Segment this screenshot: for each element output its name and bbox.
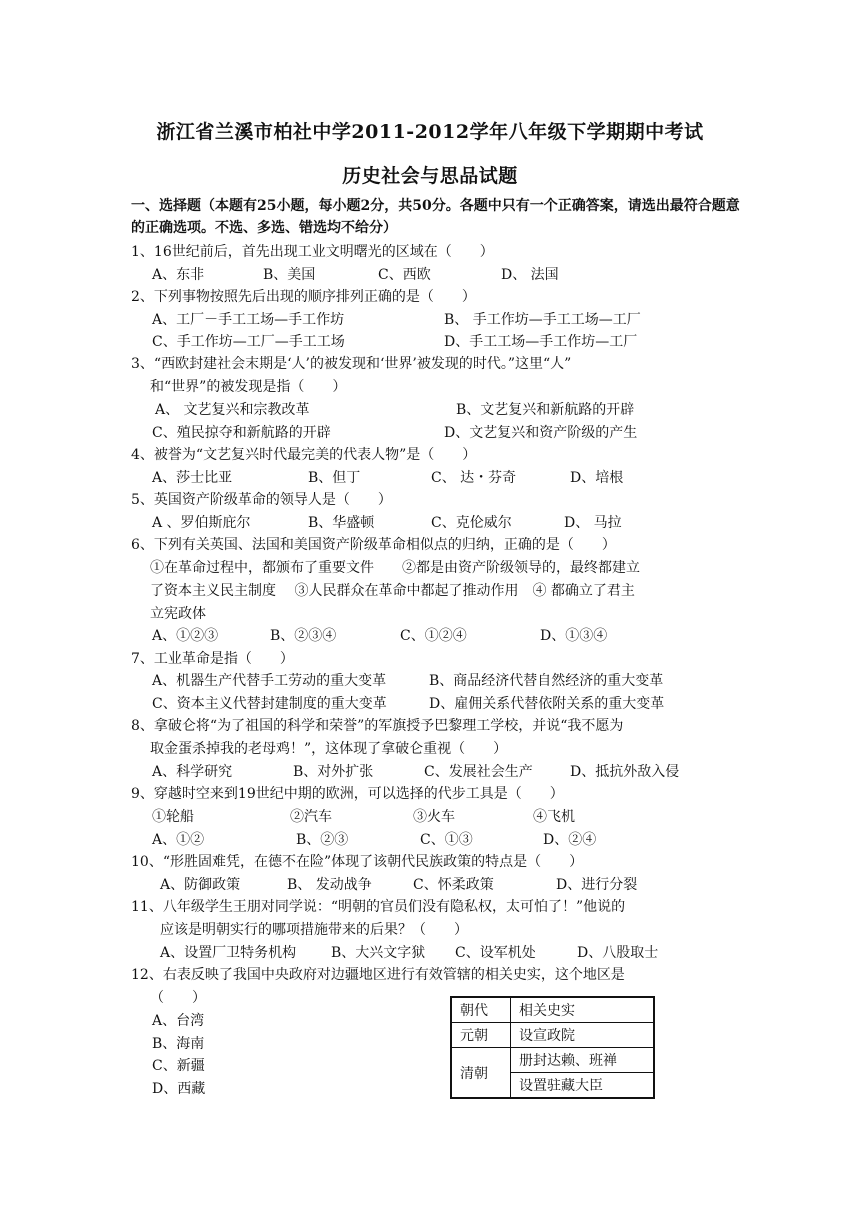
- question-3-stem-cont: 和“世界”的被发现是指（ ）: [150, 379, 347, 395]
- question-11-option-b: B、大兴文字狱: [331, 945, 426, 961]
- question-2-stem: 2、下列事物按照先后出现的顺序排列正确的是（ ）: [131, 289, 476, 305]
- question-6-option-d: D、①③④: [540, 628, 608, 644]
- question-5-option-c: C、克伦威尔: [431, 515, 512, 531]
- question-10-stem: 10、“形胜固难凭，在德不在险”体现了该朝代民族政策的特点是（ ）: [131, 854, 584, 870]
- question-4-option-a: A、莎士比亚: [152, 470, 233, 486]
- question-8-stem-cont: 取金蛋杀掉我的老母鸡！”，这体现了拿破仑重视（ ）: [150, 741, 508, 757]
- page-subtitle: 历史社会与思品试题: [342, 165, 518, 187]
- question-6-option-a: A、①②③: [152, 628, 219, 644]
- question-7-option-a: A、机器生产代替手工劳动的重大变革: [152, 673, 387, 689]
- question-4-option-c: C、 达・芬奇: [431, 470, 517, 486]
- question-8-option-d: D、抵抗外敌入侵: [570, 764, 680, 780]
- question-9-item: ①轮船: [152, 809, 194, 825]
- table-cell-fact: 设置驻藏大臣: [511, 1073, 655, 1099]
- question-4-option-b: B、但丁: [308, 470, 361, 486]
- question-7-stem: 7、工业革命是指（ ）: [131, 651, 294, 667]
- table-row: [451, 1048, 654, 1073]
- question-5-stem: 5、英国资产阶级革命的领导人是（ ）: [131, 492, 392, 508]
- table-cell-fact: 设宣政院: [511, 1023, 655, 1048]
- question-12-stem: 12、右表反映了我国中央政府对边疆地区进行有效管辖的相关史实，这个地区是: [131, 967, 625, 983]
- question-11-stem: 11、八年级学生王朋对同学说：“明朝的官员们没有隐私权，太可怕了！”他说的: [131, 899, 626, 915]
- question-9-item: ②汽车: [290, 809, 332, 825]
- question-3-option-b: B、文艺复兴和新航路的开辟: [456, 402, 635, 418]
- question-5-option-d: D、 马拉: [564, 515, 622, 531]
- question-8-stem: 8、拿破仑将“为了祖国的科学和荣誉”的军旗授予巴黎理工学校，并说“我不愿为: [131, 718, 624, 734]
- question-9-item: ③火车: [413, 809, 455, 825]
- question-6-statement-line: 了资本主义民主制度 ③人民群众在革命中都起了推动作用 ④ 都确立了君主: [150, 583, 635, 599]
- question-4-option-d: D、培根: [570, 470, 624, 486]
- question-6-option-b: B、②③④: [270, 628, 337, 644]
- question-9-option-b: B、②③: [296, 832, 349, 848]
- question-9-option-c: C、①③: [420, 832, 473, 848]
- question-10-option-c: C、怀柔政策: [413, 877, 494, 893]
- question-7-option-c: C、资本主义代替封建制度的重大变革: [152, 696, 387, 712]
- table-cell-dynasty: 元朝: [451, 1023, 511, 1048]
- question-6-stem: 6、下列有关英国、法国和美国资产阶级革命相似点的归纳，正确的是（ ）: [131, 537, 616, 553]
- question-11-option-d: D、八股取士: [577, 945, 659, 961]
- question-9-item: ④飞机: [533, 809, 575, 825]
- question-9-stem: 9、穿越时空来到19世纪中期的欧洲，可以选择的代步工具是（ ）: [131, 786, 564, 802]
- page-title: 浙江省兰溪市柏社中学2011-2012学年八年级下学期期中考试: [156, 121, 704, 143]
- table-row: [451, 997, 654, 1023]
- table-header-fact: 相关史实: [511, 997, 655, 1023]
- question-2-option-c: C、手工作坊—工厂—手工工场: [152, 334, 345, 350]
- question-12-option-d: D、西藏: [152, 1081, 206, 1097]
- question-1-option-d: D、 法国: [501, 267, 559, 283]
- question-7-option-b: B、商品经济代替自然经济的重大变革: [429, 673, 664, 689]
- question-2-option-b: B、 手工作坊—手工工场—工厂: [444, 312, 641, 328]
- question-5-option-b: B、华盛顿: [308, 515, 375, 531]
- question-3-option-d: D、文艺复兴和资产阶级的产生: [444, 425, 638, 441]
- reference-table: [450, 996, 655, 1099]
- question-6-statement-line: 立宪政体: [150, 606, 206, 622]
- question-3-stem: 3、“西欧封建社会末期是‘人’的被发现和‘世界’被发现的时代。”这里“人”: [131, 356, 572, 372]
- question-8-option-a: A、科学研究: [152, 764, 233, 780]
- question-9-option-d: D、②④: [543, 832, 597, 848]
- question-12-option-b: B、海南: [152, 1036, 205, 1052]
- question-12-stem-cont: （ ）: [150, 990, 206, 1006]
- question-2-option-d: D、手工工场—手工作坊—工厂: [444, 334, 638, 350]
- question-1-option-b: B、美国: [263, 267, 316, 283]
- question-12-option-a: A、台湾: [152, 1013, 205, 1029]
- table-cell-fact: 册封达赖、班禅: [511, 1048, 655, 1073]
- question-3-option-c: C、殖民掠夺和新航路的开辟: [152, 425, 331, 441]
- question-5-option-a: A 、罗伯斯庇尔: [152, 515, 251, 531]
- question-6-statement-line: ①在革命过程中，都颁布了重要文件 ②都是由资产阶级领导的，最终都建立: [150, 560, 640, 576]
- question-7-option-d: D、雇佣关系代替依附关系的重大变革: [429, 696, 665, 712]
- question-10-option-a: A、防御政策: [160, 877, 241, 893]
- question-1-stem: 1、16世纪前后，首先出现工业文明曙光的区域在（ ）: [131, 244, 494, 260]
- table-row: [451, 1023, 654, 1048]
- section-heading: 一、选择题（本题有25小题，每小题2分，共50分。各题中只有一个正确答案，请选出最符合题意的正确选项。不选、多选、错选均不给分）: [131, 198, 740, 236]
- question-8-option-b: B、对外扩张: [293, 764, 374, 780]
- table-header-dynasty: 朝代: [451, 997, 511, 1023]
- question-12-option-c: C、新疆: [152, 1058, 205, 1074]
- question-1-option-c: C、西欧: [378, 267, 431, 283]
- question-6-option-c: C、①②④: [400, 628, 467, 644]
- question-11-option-a: A、设置厂卫特务机构: [160, 945, 297, 961]
- question-11-stem-cont: 应该是明朝实行的哪项措施带来的后果？（ ）: [160, 922, 468, 938]
- table-cell-dynasty: 清朝: [451, 1048, 511, 1099]
- question-11-option-c: C、设军机处: [455, 945, 536, 961]
- question-4-stem: 4、被誉为“文艺复兴时代最完美的代表人物”是（ ）: [131, 447, 477, 463]
- question-2-option-a: A、工厂－手工工场—手工作坊: [152, 312, 345, 328]
- question-1-option-a: A、东非: [152, 267, 205, 283]
- question-10-option-b: B、 发动战争: [287, 877, 372, 893]
- question-10-option-d: D、进行分裂: [556, 877, 638, 893]
- question-3-option-a: A、 文艺复兴和宗教改革: [155, 402, 310, 418]
- question-8-option-c: C、发展社会生产: [424, 764, 533, 780]
- question-9-option-a: A、①②: [152, 832, 205, 848]
